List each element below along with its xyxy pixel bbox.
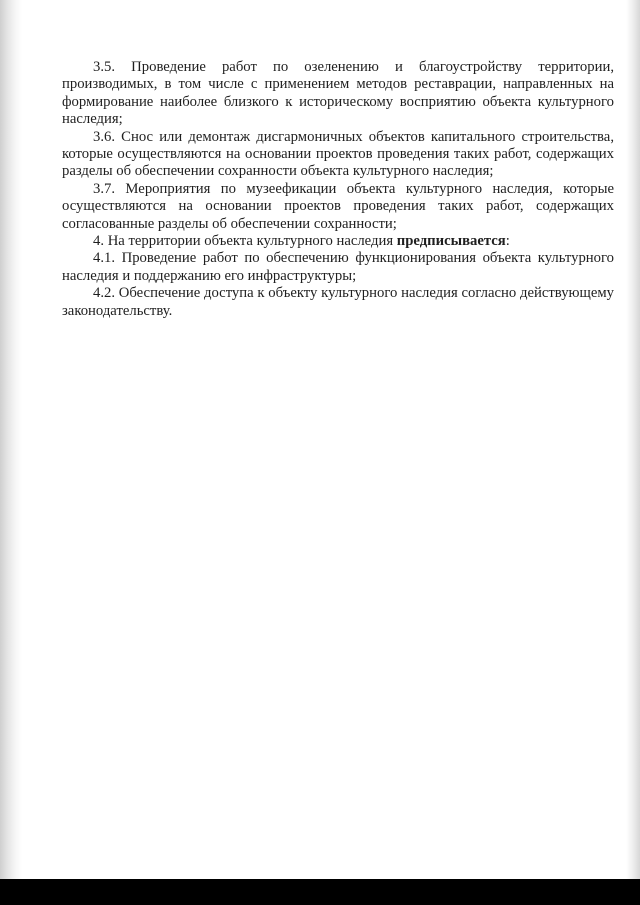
scan-left-edge-shadow <box>0 0 22 880</box>
document-text-block <box>62 59 614 320</box>
paragraph-3-7 <box>62 181 614 233</box>
paragraph-4-1 <box>62 250 614 285</box>
paragraph-4-2 <box>62 285 614 320</box>
paragraph-3-5-text: 3.5. Проведение работ по озеленению и благоустройству территории, производимых, в том числе с применением методов реставрации, направленных на формирование наиболее близкого к историческому восприятию объекта культурного наследия; <box>62 59 614 128</box>
paragraph-3-7-text: 3.7. Мероприятия по музеефикации объекта культурного наследия, которые осуществляются на основании проектов проведения таких работ, содержащих согласованные разделы об обеспечении сохранности; <box>62 180 614 232</box>
paragraph-4-suffix: : <box>505 233 510 250</box>
paragraph-3-5 <box>62 59 614 129</box>
paragraph-4-2-text: 4.2. Обеспечение доступа к объекту культурного наследия согласно действующему законодательству. <box>62 285 614 319</box>
paragraph-4-prefix: 4. На территории объекта культурного наследия <box>93 233 397 250</box>
paragraph-4-bold-keyword: предписывается <box>396 233 506 250</box>
paragraph-3-6-text: 3.6. Снос или демонтаж дисгармоничных объектов капитального строительства, которые осуществляются на основании проектов проведения таких работ, содержащих разделы об обеспечении сохранности объекта культурного наследия; <box>62 128 614 180</box>
paragraph-3-6 <box>62 129 614 181</box>
scan-bottom-black-bar <box>0 879 640 905</box>
scan-right-edge-shadow <box>626 0 640 880</box>
paragraph-4 <box>62 233 614 250</box>
paragraph-4-1-text: 4.1. Проведение работ по обеспечению функционирования объекта культурного наследия и поддержанию его инфраструктуры; <box>62 250 614 284</box>
